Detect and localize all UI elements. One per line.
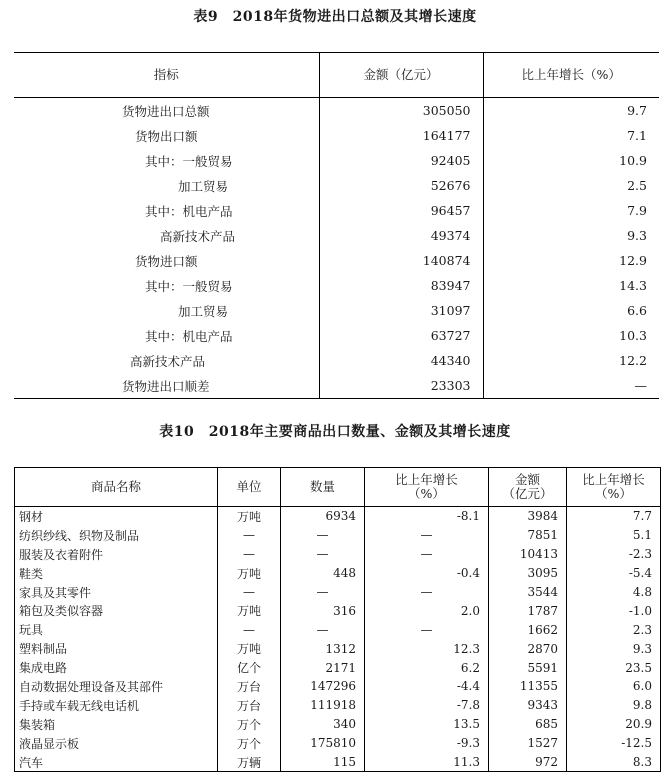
table10-qty-growth: -4.4 [365,677,489,696]
table-row [15,526,661,545]
table10-unit: 万吨 [218,639,281,658]
table10-name: 箱包及类似容器 [15,601,218,620]
table10-qty-growth: 2.0 [365,601,489,620]
table10-unit: 万吨 [218,507,281,526]
table10-name: 手持或车载无线电话机 [15,696,218,715]
table10-qty-growth: — [365,583,489,602]
table9-amount: 92405 [319,148,483,173]
table10-qty: 147296 [281,677,365,696]
table10-name: 塑料制品 [15,639,218,658]
table10-qty-growth: 13.5 [365,715,489,734]
table9-growth: 2.5 [483,173,659,198]
table9-indicator: 货物进出口总额 [122,103,210,119]
table-row [14,223,659,248]
table10-amount: 972 [489,753,567,772]
table9-growth: 6.6 [483,298,659,323]
table9-growth: — [483,373,659,399]
table-row [14,198,659,223]
table9-indicator: 其中：一般贸易 [145,278,233,294]
table9-growth: 12.9 [483,248,659,273]
table10-name: 家具及其零件 [15,583,218,602]
table10-qty-growth: 6.2 [365,658,489,677]
table10-unit: — [218,620,281,639]
table10-title: 表10 2018年主要商品出口数量、金额及其增长速度 [159,424,511,440]
table9-indicator: 高新技术产品 [130,353,206,369]
table10-amount: 9343 [489,696,567,715]
table10-header-name: 商品名称 [15,468,218,507]
table9-amount: 49374 [319,223,483,248]
table10-amount: 2870 [489,639,567,658]
table10-amount: 7851 [489,526,567,545]
table-row [14,148,659,173]
table10-amount-growth: 2.3 [567,620,661,639]
table10-unit: 万台 [218,677,281,696]
table9-indicator: 加工贸易 [178,178,229,194]
table-row [14,273,659,298]
table10-qty: — [281,583,365,602]
table9-amount: 140874 [319,248,483,273]
table10-name: 玩具 [15,620,218,639]
table10-qty-growth: -7.8 [365,696,489,715]
table9-indicator: 货物出口额 [135,128,198,144]
table10-qty: 111918 [281,696,365,715]
table9-indicator: 高新技术产品 [160,228,236,244]
table9-amount: 83947 [319,273,483,298]
table10-header-qty: 数量 [281,468,365,507]
table9-amount: 63727 [319,323,483,348]
table10-amount-growth: 9.3 [567,639,661,658]
table9-growth: 7.1 [483,123,659,148]
table10-amount-growth: -12.5 [567,734,661,753]
table10-name: 液晶显示板 [15,734,218,753]
table10-amount: 3544 [489,583,567,602]
table10-header-qty-growth: 比上年增长 （%） [365,468,489,507]
table10-amount: 10413 [489,545,567,564]
table10-unit: 万吨 [218,601,281,620]
table10-header-unit: 单位 [218,468,281,507]
table10-qty: 448 [281,564,365,583]
table-row [15,658,661,677]
table-row [15,507,661,526]
table-row [15,545,661,564]
table10-amount-growth: 23.5 [567,658,661,677]
table10-amount-growth: -1.0 [567,601,661,620]
table10-qty-growth: — [365,545,489,564]
table-row [14,123,659,148]
table-row [14,173,659,198]
table10-name: 钢材 [15,507,218,526]
table10-amount: 5591 [489,658,567,677]
table10-qty-growth: -0.4 [365,564,489,583]
table10-name: 自动数据处理设备及其部件 [15,677,218,696]
table10-amount: 3984 [489,507,567,526]
table10-unit: 万个 [218,734,281,753]
table10-amount-growth: 7.7 [567,507,661,526]
table9-indicator: 其中：一般贸易 [145,153,233,169]
table9-amount: 31097 [319,298,483,323]
table10-qty-growth: 11.3 [365,753,489,772]
table10-qty-growth: 12.3 [365,639,489,658]
table10-amount-growth: 4.8 [567,583,661,602]
table9-growth: 9.7 [483,98,659,124]
table9-growth: 12.2 [483,348,659,373]
table10-qty: — [281,526,365,545]
table10-amount: 1527 [489,734,567,753]
table10-qty: 175810 [281,734,365,753]
table10-qty: 115 [281,753,365,772]
table9-header-row [14,53,659,98]
table10-qty: 340 [281,715,365,734]
table10-amount-growth: 8.3 [567,753,661,772]
table10-qty-growth: -9.3 [365,734,489,753]
table10-header-row [15,468,661,507]
table-row [15,677,661,696]
table10-amount-growth: 20.9 [567,715,661,734]
table10-qty: 2171 [281,658,365,677]
table10-qty: 1312 [281,639,365,658]
table-row [15,696,661,715]
table9-header-growth: 比上年增长（%） [483,53,659,98]
table-row [15,620,661,639]
table9-indicator: 加工贸易 [178,303,229,319]
table9-indicator: 货物进口额 [135,253,198,269]
table-row [14,348,659,373]
table10-qty-growth: -8.1 [365,507,489,526]
table10-header-amount-growth: 比上年增长 （%） [567,468,661,507]
table-row [14,323,659,348]
table10-qty: 316 [281,601,365,620]
table10-header-amount: 金额 （亿元） [489,468,567,507]
table-row [15,583,661,602]
table-row [15,564,661,583]
table10-unit: 万辆 [218,753,281,772]
table10-amount: 1787 [489,601,567,620]
table10 [14,467,661,772]
table10-unit: 亿个 [218,658,281,677]
table9-growth: 10.9 [483,148,659,173]
table10-amount-growth: 9.8 [567,696,661,715]
table9-indicator: 其中：机电产品 [145,328,233,344]
table-row [15,639,661,658]
table10-qty-growth: — [365,526,489,545]
table10-amount: 11355 [489,677,567,696]
table9-amount: 23303 [319,373,483,399]
table10-name: 汽车 [15,753,218,772]
table10-qty: 6934 [281,507,365,526]
table9-header-indicator: 指标 [14,53,319,98]
table10-name: 集成电路 [15,658,218,677]
table9-title: 表9 2018年货物进出口总额及其增长速度 [193,9,477,25]
table10-unit: 万个 [218,715,281,734]
table9-amount: 52676 [319,173,483,198]
table10-qty-growth: — [365,620,489,639]
table10-unit: 万台 [218,696,281,715]
table9-indicator: 货物进出口顺差 [122,378,210,394]
table9-growth: 7.9 [483,198,659,223]
table10-amount: 3095 [489,564,567,583]
table10-name: 集装箱 [15,715,218,734]
table9-growth: 10.3 [483,323,659,348]
table-row [15,734,661,753]
table9-amount: 96457 [319,198,483,223]
table10-amount: 1662 [489,620,567,639]
table9-header-amount: 金额（亿元） [319,53,483,98]
table10-unit: 万吨 [218,564,281,583]
table10-unit: — [218,545,281,564]
table10-name: 鞋类 [15,564,218,583]
table10-amount: 685 [489,715,567,734]
table10-unit: — [218,583,281,602]
table9-amount: 164177 [319,123,483,148]
table9-amount: 44340 [319,348,483,373]
table9-indicator: 其中：机电产品 [145,203,233,219]
table10-name: 服装及衣着附件 [15,545,218,564]
table9-growth: 9.3 [483,223,659,248]
table10-qty: — [281,545,365,564]
table-row [15,715,661,734]
table-row [15,753,661,772]
table-row [14,248,659,273]
table10-amount-growth: -2.3 [567,545,661,564]
table-row [15,601,661,620]
table-row [14,373,659,399]
table10-name: 纺织纱线、织物及制品 [15,526,218,545]
table-row [14,298,659,323]
table9-growth: 14.3 [483,273,659,298]
table10-unit: — [218,526,281,545]
table-row [14,98,659,124]
table10-qty: — [281,620,365,639]
table9 [14,52,659,399]
table10-amount-growth: 5.1 [567,526,661,545]
table9-amount: 305050 [319,98,483,124]
table10-amount-growth: 6.0 [567,677,661,696]
table10-amount-growth: -5.4 [567,564,661,583]
